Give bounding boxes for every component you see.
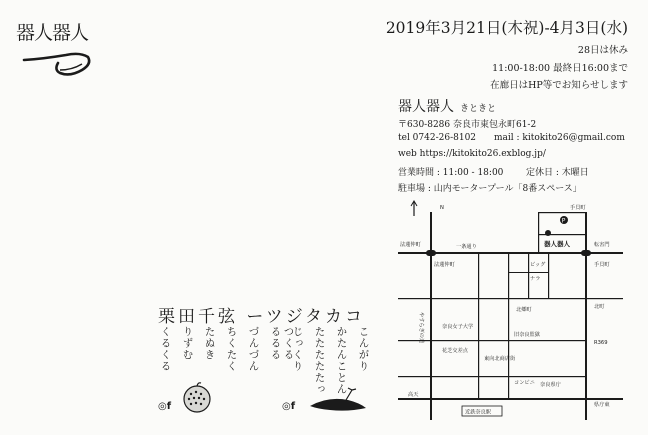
map-label: R369	[594, 340, 608, 346]
map-label: コンビニ	[514, 380, 535, 386]
logo-text: 器人器人	[16, 22, 89, 44]
map-label: 北町	[594, 304, 605, 310]
bowl-icon	[22, 46, 94, 80]
poem1-line: たぬき	[203, 326, 216, 361]
shop-name-text: 器人器人	[398, 99, 454, 115]
poem1-line: くるくる	[159, 326, 172, 372]
poem2-line: たたたたたっ	[313, 326, 326, 395]
logo	[16, 18, 100, 80]
instagram-facebook-icons-2: ◎f	[282, 401, 296, 412]
leaf-branch-icon	[308, 386, 368, 414]
road-south	[398, 398, 623, 400]
shop-web: web https://kitokito26.exblog.jp/	[398, 149, 546, 159]
poem1-line: りずむ	[181, 326, 194, 361]
map-label: 奈良女子大学	[442, 324, 474, 330]
poem2-line-last: つくる	[282, 326, 295, 361]
parking-label: P	[561, 217, 566, 225]
shop-mail: mail : kitokito26@gmail.com	[494, 133, 625, 143]
poem2-line: かたんことん	[335, 326, 348, 395]
map-label: 高天	[408, 392, 419, 398]
map-label: 手貝町	[570, 205, 586, 211]
exhibition-dates: 2019年3月21日(木祝)-4月3日(水)	[385, 19, 628, 37]
map-label: 東向北商店街	[484, 356, 516, 362]
map-label: 北郷町	[516, 307, 532, 313]
map-label: 県庁東	[594, 402, 610, 408]
poem1-line: づんづん	[247, 326, 260, 372]
map-label: 一条通り	[456, 244, 477, 250]
poem1-line: るるる	[269, 326, 282, 361]
instagram-facebook-icons: ◎f	[158, 401, 172, 412]
map-station-label: 近鉄奈良駅	[465, 409, 491, 416]
north-arrow-icon	[411, 201, 417, 216]
map-label: 花芝交差点	[442, 348, 468, 354]
shop-hours: 営業時間 : 11:00 - 18:00	[398, 168, 504, 178]
access-map	[398, 200, 623, 422]
textured-ball-icon	[180, 380, 214, 414]
opening-hours: 11:00-18:00 最終日16:00まで	[492, 63, 628, 74]
attendance-notice: 在廊日はHP等でお知らせします	[490, 80, 628, 91]
shop-tel: tel 0742-26-8102	[398, 133, 477, 143]
shop-marker	[545, 230, 551, 236]
road-east	[585, 212, 587, 420]
map-label: ビッグ	[530, 262, 546, 268]
map-label: ナラ	[530, 276, 541, 282]
road-west	[430, 212, 432, 420]
shop-parking: 駐車場 : 山内モータープール「8番スペース」	[398, 184, 582, 194]
artists-title: 栗田千弦 ーツジタカコ	[158, 307, 366, 327]
poem2-line: こんがり	[357, 326, 370, 372]
map-shop-label: 器人器人	[544, 240, 570, 248]
map-label: 奈良県庁	[540, 382, 561, 388]
map-label: 手貝町	[594, 262, 610, 268]
map-label: 旧奈良監獄	[514, 332, 540, 338]
map-north-label: N	[440, 205, 444, 211]
map-label: やすらぎの道	[418, 312, 424, 344]
shop-reading: きときと	[460, 104, 497, 114]
poem2-line: じっくり	[291, 326, 304, 372]
map-label: 法蓮仲町	[434, 262, 455, 268]
closed-note: 28日は休み	[577, 45, 628, 56]
shop-holiday: 定休日 : 木曜日	[526, 168, 589, 178]
shop-address: 〒630-8286 奈良市東包永町61-2	[398, 120, 537, 130]
map-label: 転害門	[594, 242, 610, 248]
map-label: 法蓮仲町	[400, 242, 421, 248]
poem1-line: ちくたく	[225, 326, 238, 372]
shop-name	[398, 96, 496, 116]
